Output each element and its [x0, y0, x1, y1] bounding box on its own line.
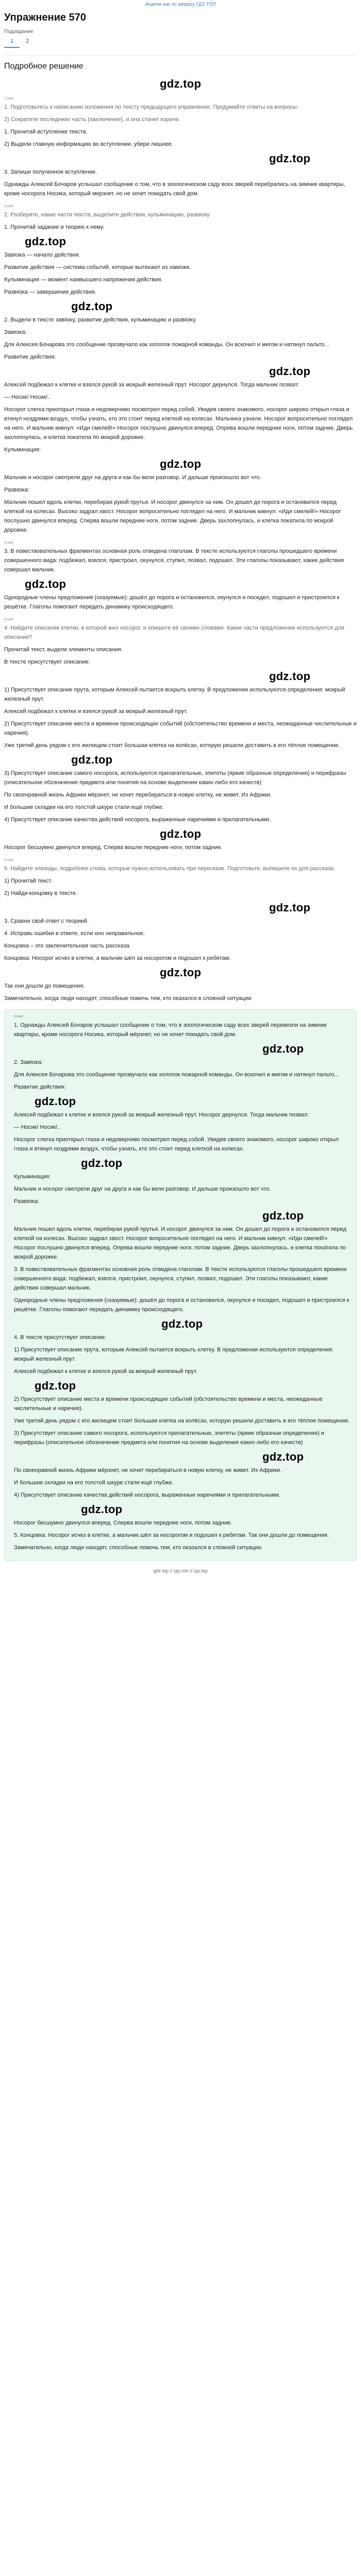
paragraph: Однажды Алексей Бочаров услышал сообщение о том, что в зоологическом саду всех зверей перебрались на зимние квартиры, кроме носорога Носика, который мерзнет, но не хочет покидать свой дом. [4, 181, 346, 197]
paragraph: 2. Разберите, какие части текста, выделите действия, кульминацию, развязку [4, 212, 210, 218]
paragraph: 1) Присутствует описание прута, которым Алексей пытается вскрыть клетку. В предложении используются определения: мокрый железный прут. [4, 687, 346, 702]
paragraph: Развязка: [14, 1198, 39, 1205]
paragraph: 3. Запиши полученное вступление. [4, 169, 97, 175]
watermark: gdz.top [159, 827, 202, 840]
subtask-tab-1[interactable]: 1 [4, 37, 20, 48]
paragraph: 4) Присутствует описание качества действий носорога, выраженные наречиями и прилагательными. [14, 1492, 281, 1498]
watermark: gdz.top [159, 457, 202, 470]
watermark: gdz.top [35, 1379, 76, 1392]
paragraph: Развитие действия — система событий, которые вытекают из завязки. [4, 264, 191, 270]
paragraph: Замечательно, когда люди находят, способные помочь тем, кто оказался в сложной ситуации. [4, 995, 253, 1002]
paragraph: Развязка: [4, 487, 29, 493]
paragraph: 2) Присутствует описание места и времени происходящих событий (обстоятельство времени и места, неожиданные числительные и наречия). [4, 721, 357, 736]
paragraph: 2) Выдели главную информацию во вступлении, убери лишнее. [4, 141, 173, 147]
paragraph: 2. Выдели в тексте завязку, развитие действия, кульминацию и развязку. [4, 317, 197, 323]
paragraph: 3) Присутствует описание самого носорога, используются прилагательные, эпитеты (яркие образные определения) и перифразы (описательное обозначение предмета или понятия на основе выделения каких-либо его качеств) [4, 770, 347, 786]
paragraph: Носорог слегка приоткрыл глаза и недоверчиво посмотрел перед собой. Увидев своего знакомого, носорог широко открыл глаза и втянул ноздрями воздух, чтобы узнать, кто это стоит перед клеткой на колесах. [14, 1137, 339, 1152]
subtask-tab-2[interactable]: 2 [25, 38, 29, 44]
paragraph: Для Алексея Бочарова это сообщение прозвучало как холопок пожарной команды. Он вскочил и мигом и натянул пальто... [4, 342, 330, 348]
paragraph: Однородные члены предложения (сказуемые): дошёл до порога и остановился, окунулся и посидел, подошел и пристроился к решётке. Глаголы помогают передать динамику происходящего. [14, 1297, 350, 1313]
subtask-pager [4, 37, 357, 48]
watermark: gdz.top [269, 901, 310, 914]
paragraph: 2) Сократите последнюю часть (заключение), и она станет короче. [4, 116, 180, 123]
paragraph: Алексей подбежал к клетке и взялся рукой за мокрый железный прут. Носорог дернулся. Тогда мальчик позвал: [14, 1112, 309, 1118]
paragraph: Уже третий день рядом с его жилищем стоит большая клетка на колёсах, которую решили доставить в его тёплое помещение. [4, 742, 340, 749]
paragraph: 1) Прочитай текст. [4, 878, 53, 884]
paragraph: Носорог слегка приоткрыл глаза и недоверчиво посмотрел перед собой. Увидев своего знакомого, носорог широко открыл глаза и втянул ноздрями воздух, чтобы узнать, кто это стоит перед клеткой на колесах. Мальчика узнали. Носорог вопросительно поглядел на него. И мальчик кивнул: «Иди смелей!» Носорог послушно двинулся вперед. Опрева вошли передние ноги, потом задние. Дверь захлопнулась, и клетка покатила по мокрой дорожке. [4, 406, 353, 440]
paragraph: Алексей подбежал к клетке и взялся рукой за мокрый железный прут. Носорог дернулся. Тогда мальчик позвал: [4, 382, 299, 388]
watermark: gdz.top [71, 300, 113, 313]
paragraph: — Носик! Носик!.. [14, 1124, 61, 1130]
paragraph: Концовка: Носорог исчез в клетке, а мальчик шёл за носорогом и подошел к ребятам. [4, 955, 231, 961]
paragraph: Для Алексея Бочарова это сообщение прозвучало как холопок пожарной команды. Он вскочил и мигом и натянул пальто... [14, 1072, 339, 1078]
paragraph: 4. Найдите описание клетки, в которой жил носорог, и опишите её своими словами. Какие части предложения используются для описания? [4, 625, 344, 640]
paragraph: По своенравной жизнь Африки мёрзнет, не хочет перебираться в новую клетку, не живет. Из Африки. [4, 792, 272, 798]
paragraph: Уже третий день рядом с его жилищем стоит большая клетка на колёсах, которую решили доставить в его тёплое помещение. [14, 1418, 350, 1424]
paragraph: По своенравной жизнь Африки мёрзнет, не хочет перебираться в новую клетку, не живет. Из Африки. [14, 1467, 282, 1473]
subtask-label: Подзадание [4, 29, 34, 35]
paragraph: И большие складки на его толстой шкуре стали ещё глубже. [14, 1480, 174, 1486]
watermark: gdz.top [35, 1095, 76, 1108]
paragraph: Прочитай текст, выдели элементы описания. [4, 647, 123, 653]
paragraph: 1) Присутствует описание прута, которым Алексей пытается вскрыть клетку. В предложении используются определения: мокрый железный прут. [14, 1347, 334, 1362]
paragraph: Кульминация — момент наивысшего напряжения действия. [4, 277, 163, 283]
watermark: gdz.top [25, 235, 67, 248]
paragraph: 2. Завязка: [14, 1059, 43, 1065]
watermark: gdz.top [71, 753, 113, 766]
watermark: gdz.top [25, 578, 67, 590]
paragraph: 3. В повествовательных фрагментах основная роль отведена глаголам. В тексте используются глаголы прошедшего времени совершенного вида: подбежал, взялся, пристроил, окунулся, ступил, позвал, подошел. Эти глаголы показывают, какие действия совершал мальчик. [4, 548, 344, 573]
paragraph: Концовка – это заключительная часть рассказа. [4, 943, 131, 949]
paragraph: 3. Сравни свой ответ с теорией. [4, 918, 89, 924]
watermark: gdz.top [269, 365, 310, 378]
paragraph: 1. Подготовьтесь к написанию изложения по тексту предыдущего упражнения. Продумайте ответы на вопросы. [4, 104, 299, 110]
page-title: Упражнение 570 [4, 12, 86, 23]
section-title: Подробное решение [4, 62, 84, 71]
step-label: 2 шаг [4, 205, 13, 208]
paragraph: 5. Найдите эпизоды, подробнее слова, которые нужно использовать при пересказе. Подготовьте, выпишите их для рассказа. [4, 866, 335, 872]
paragraph: Развязка — завершение действия. [4, 289, 96, 295]
paragraph: Мальчик пошел вдоль клетки, перебирая рукой прутья. И носорог двинулся за ним. Он дошел до порога и остановился перед клеткой на колесах. Высоко задрал хвост. Носорог вопросительно поглядел на него. И мальчик кивнул: «Иди смелей!» Носорог послушно двинулся вперед. Сперва вошли передние ноги, потом задние. Дверь захлопнулась, и клетка покатила по мокрой дорожке. [4, 499, 341, 533]
paragraph: 3. В повествовательных фрагментах основная роль отведена глаголам. В тексте используются глаголы прошедшего времени совершенного вида: подбежал, взялся, пристроил, окунулся, ступил, позвал, подошел. Эти глаголы показывают, какие действия совершал мальчик. [14, 1266, 347, 1291]
paragraph: Кульминация: [4, 447, 41, 453]
paragraph: Алексей подбежал к клетке и взялся рукой за мокрый железный прут. [14, 1368, 198, 1375]
watermark: gdz.top [262, 1450, 304, 1463]
paragraph: Однородные члены предложения (сказуемые): дошёл до порога и остановился, окунулся и посидел, подошел и пристроился к решётке. Глаголы помогают передать динамику происходящего. [4, 595, 340, 610]
paragraph: Развитие действия: [14, 1084, 66, 1090]
step-label: 1 шаг [4, 97, 13, 100]
paragraph: И большие складки на его толстой шкуре стали ещё глубже. [4, 804, 164, 810]
watermark: gdz.top [262, 1042, 304, 1055]
paragraph: Алексей подбежал к клетке и взялся рукой за мокрый железный прут. [4, 708, 188, 715]
watermark: gdz.top [81, 1157, 123, 1170]
divider [4, 55, 357, 56]
paragraph: 4. В тексте присутствует описание: [14, 1334, 106, 1341]
paragraph: Носорог бесшумно двинулся вперед. Сперва вошли передние ноги, потом задние. [4, 844, 223, 851]
paragraph: 2) Найди концовку в тексте. [4, 890, 77, 896]
paragraph: 1. Прочитай вступление текста. [4, 129, 88, 135]
paragraph: 4. Исправь ошибки в ответе, если оно неправильное. [4, 930, 145, 937]
top-link[interactable]: Ищете нас по запросу ГДЗ ТОП [145, 2, 216, 7]
step-label: 5 шаг [4, 858, 13, 862]
watermark: gdz.top [269, 670, 310, 683]
paragraph: 1. Однажды Алексей Бочаров услышал сообщение о том, что в зоологическом саду всех зверей перевезли на зимние квартиры, кроме носорога Носика, который мёрзнет, но не хочет покидать свой дом. [14, 1022, 327, 1038]
answer-label: Ответ [14, 1015, 24, 1019]
watermark: gdz.top [159, 966, 202, 979]
watermark: gdz.top [269, 152, 310, 165]
paragraph: В тексте присутствует описание: [4, 659, 90, 665]
paragraph: 1. Прочитай задание и теорию к нему. [4, 224, 105, 230]
paragraph: Развитие действия: [4, 354, 56, 360]
paragraph: Завязка: [4, 329, 27, 335]
paragraph: 3) Присутствует описание самого носорога, используются прилагательные, эпитеты (яркие образные определения) и перифразы (описательное обозначение предмета или понятия на основе выделения каких-либо его качеств) [14, 1430, 324, 1446]
watermark: gdz.top [159, 77, 202, 90]
paragraph: Мальчик и носорог смотрели друг на друга и как бы вели разговор. И дальше произошло вот что. [4, 474, 261, 481]
paragraph: Мальчик и носорог смотрели друг на друга и как бы вели разговор. И дальше произошло вот что. [14, 1186, 271, 1192]
watermark: gdz.top [81, 1503, 123, 1516]
paragraph: Мальчик пошел вдоль клетки, перебирая рукой прутья. И носорог двинулся за ним. Он дошел до порога и остановился перед клеткой на колесах. Высоко задрал хвост. Носорог вопросительно поглядел на него. И мальчик кивнул: «Иди смелей!» Носорог послушно двинулся вперед. Опрева вошли передние ноги, потом задние. Дверь захлопнулась, и клетка покатила по мокрой дорожке. [14, 1226, 347, 1260]
paragraph: Кульминация: [14, 1174, 51, 1180]
paragraph: Носорог бесшумно двинулся вперед. Сперва вошли передние ноги, потом задние. [14, 1520, 233, 1526]
solution-steps [4, 77, 357, 1003]
paragraph: — Носик! Носик!.. [4, 394, 51, 400]
paragraph: 2) Присутствует описание места и времени происходящих событий (обстоятельство времени и места, неожиданные числительные и наречия). [14, 1396, 323, 1412]
paragraph: Замечательно, когда люди находят, способные помочь тем, кто оказался в сложной ситуации. [14, 1545, 263, 1551]
paragraph: 5. Концовка: Носорог исчез в клетке, а мальчик шёл за носорогом и подошел к ребятам. Так они дошли до помещения. [14, 1532, 329, 1538]
watermark: gdz.top [262, 1209, 304, 1222]
footer: gdz.top // гдз.топ // гдз.top [153, 1568, 208, 1573]
watermark: gdz.top [161, 1317, 203, 1330]
paragraph: 4) Присутствует описание качества действий носорога, выраженные наречиями и прилагательными. [4, 817, 271, 823]
step-label: 3 шаг [4, 541, 13, 545]
paragraph: Завязка — начало действия. [4, 252, 80, 258]
step-label: 4 шаг [4, 618, 13, 621]
paragraph: Так они дошли до помещения. [4, 983, 85, 989]
answer-box [4, 1009, 357, 1561]
